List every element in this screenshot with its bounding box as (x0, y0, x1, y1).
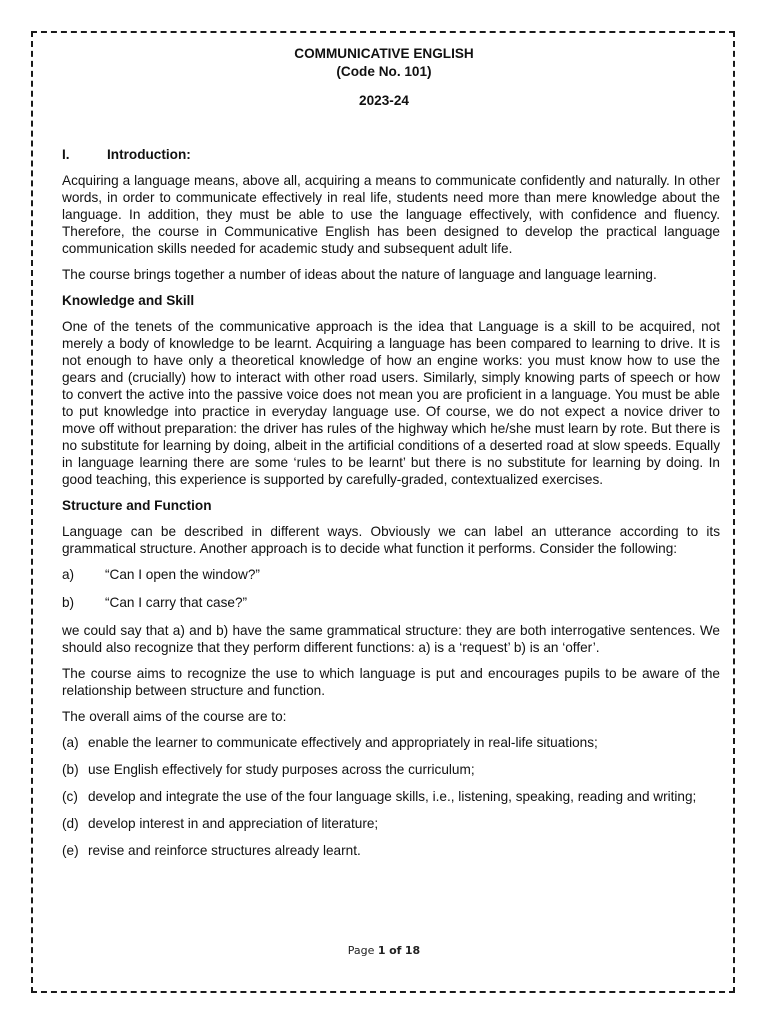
academic-year: 2023-24 (359, 93, 409, 108)
document-body (62, 146, 720, 869)
aim-item (62, 815, 720, 832)
aim-item (62, 788, 720, 805)
section-title: Introduction: (107, 147, 191, 162)
example-item (62, 566, 720, 583)
knowledge-paragraph: One of the tenets of the communicative approach is the idea that Language is a skill to be acquired, not merely a body of knowledge to be learnt. Acquiring a language has been compared to learning to drive. It is not enough to have only a theoretical knowledge of how an engine works: you must know how to use the gears and (crucially) how to interact with other road users. Similarly, simply knowing parts of speech or how to convert the active into the passive voice does not mean you are proficient in a language. You must be able to put knowledge into practice in everyday language use. Of course, we do not expect a novice driver to move off without preparation: the driver has rules of the highway which he/she must learn by rote. But there is no substitute for learning by doing, albeit in the artificial conditions of a deserted road at slow speeds. Equally in language learning there are some ‘rules to be learnt’ but there is no substitute for learning by doing. In good teaching, this experience is supported by carefully-graded, contextualized exercises. (62, 319, 720, 487)
aim-label: (d) (62, 816, 79, 831)
structure-heading: Structure and Function (62, 498, 212, 513)
example-label: a) (62, 567, 75, 582)
page-word: Page (347, 944, 375, 957)
example-label: b) (62, 595, 75, 610)
section-number: I. (62, 147, 70, 162)
example-item (62, 594, 720, 611)
aims-intro: The overall aims of the course are to: (62, 709, 287, 724)
document-title: COMMUNICATIVE ENGLISH (294, 46, 474, 61)
intro-paragraph-1: Acquiring a language means, above all, acquiring a means to communicate confidently and naturally. In other words, in order to communicate effectively in real life, students need more than mere knowledge about the language. In addition, they must be able to use the language effectively, with confidence and fluency. Therefore, the course in Communicative English has been designed to develop the practical language communication skills needed for academic study and subsequent adult life. (62, 173, 720, 256)
example-text: “Can I carry that case?” (105, 595, 248, 610)
knowledge-heading: Knowledge and Skill (62, 293, 195, 308)
aim-text: enable the learner to communicate effectively and appropriately in real-life situations; (88, 735, 598, 750)
intro-heading (62, 146, 720, 163)
structure-paragraph-3: The course aims to recognize the use to which language is put and encourages pupils to be aware of the relationship between structure and function. (62, 666, 720, 698)
aim-label: (e) (62, 843, 79, 858)
aim-item (62, 761, 720, 778)
course-code: (Code No. 101) (336, 64, 432, 79)
structure-paragraph-1: Language can be described in different ways. Obviously we can label an utterance according to its grammatical structure. Another approach is to decide what function it performs. Consider the following: (62, 524, 720, 556)
aim-label: (b) (62, 762, 79, 777)
example-text: “Can I open the window?” (105, 567, 260, 582)
aim-text: develop and integrate the use of the four language skills, i.e., listening, speaking, reading and writing; (88, 789, 697, 804)
structure-paragraph-2: we could say that a) and b) have the same grammatical structure: they are both interrogative sentences. We should also recognize that they perform different functions: a) is a ‘request’ b) is an ‘offer’. (62, 623, 720, 655)
aim-item (62, 734, 720, 751)
aim-item (62, 842, 720, 859)
intro-paragraph-2: The course brings together a number of ideas about the nature of language and language learning. (62, 267, 657, 282)
aim-text: develop interest in and appreciation of literature; (88, 816, 379, 831)
page-of: of (389, 944, 402, 957)
aim-label: (a) (62, 735, 79, 750)
page-current: 1 (377, 944, 386, 957)
page-total: 18 (404, 944, 421, 957)
aim-text: use English effectively for study purposes across the curriculum; (88, 762, 475, 777)
aim-label: (c) (62, 789, 78, 804)
aim-text: revise and reinforce structures already learnt. (88, 843, 361, 858)
page-footer (0, 944, 768, 957)
